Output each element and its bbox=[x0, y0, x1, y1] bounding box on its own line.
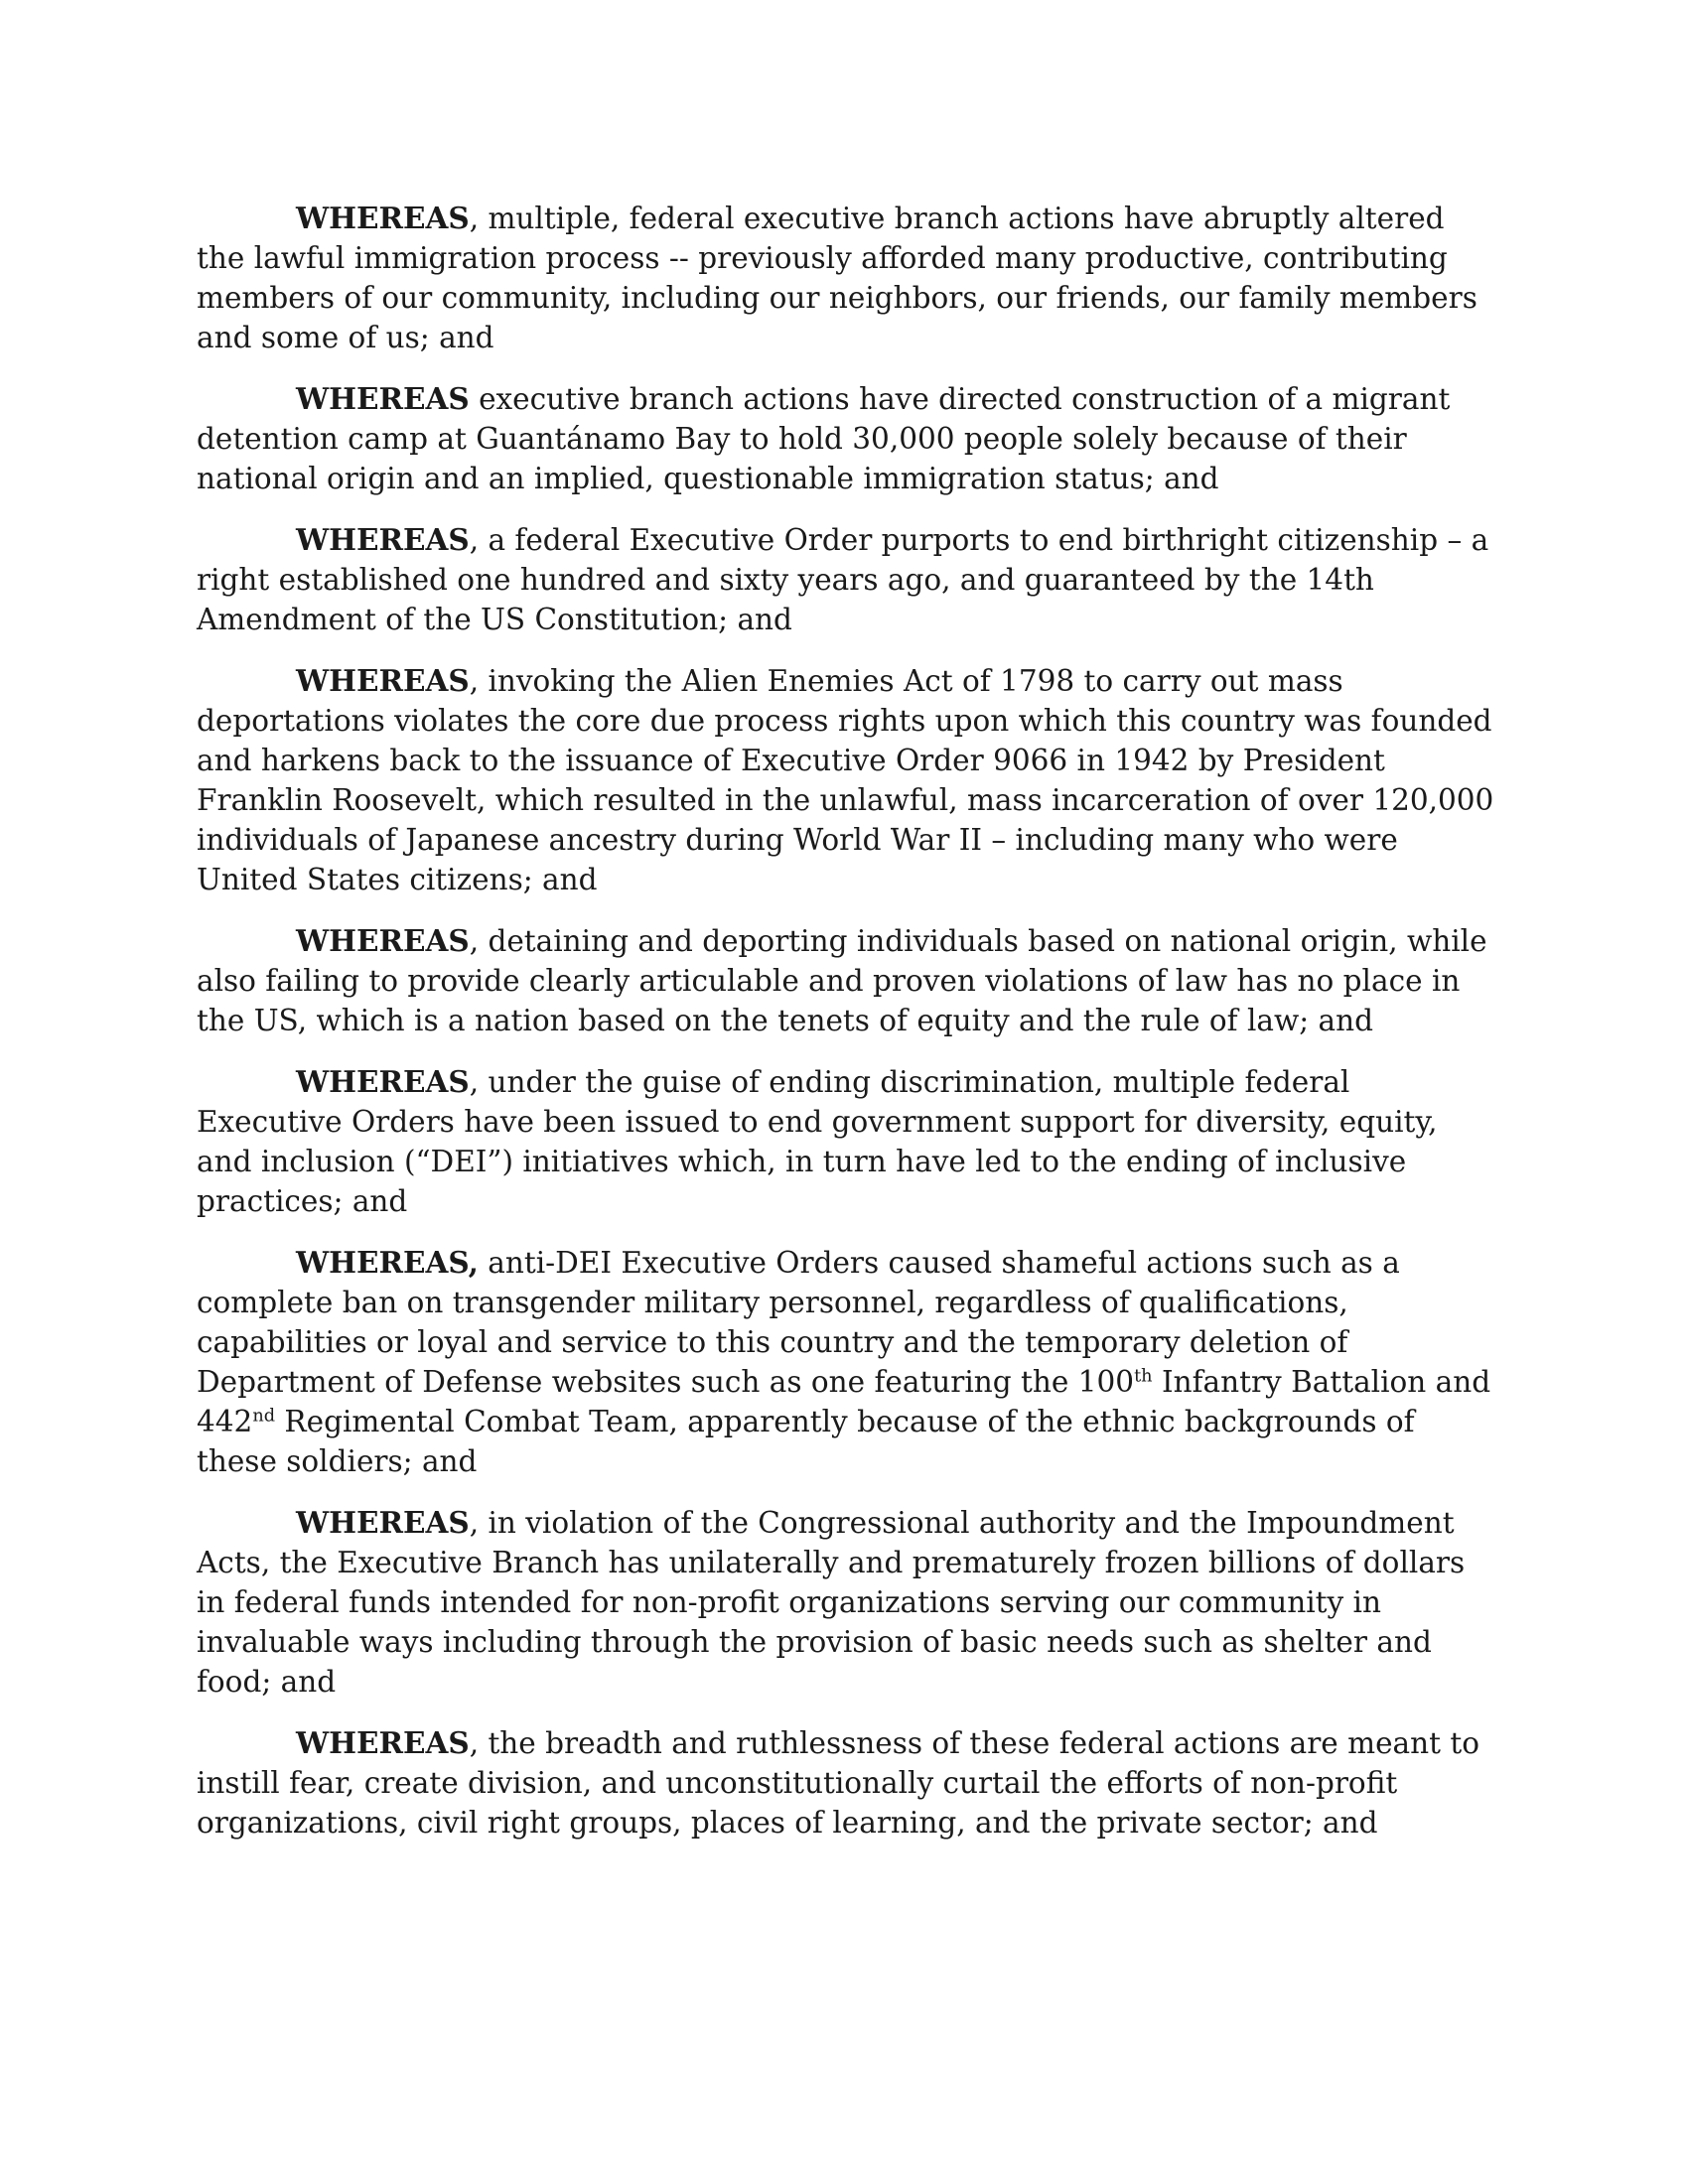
whereas-keyword: WHEREAS bbox=[296, 201, 470, 235]
whereas-keyword: WHEREAS bbox=[296, 923, 470, 958]
ordinal-suffix: th bbox=[1134, 1366, 1153, 1387]
whereas-paragraph-7 bbox=[197, 1243, 1497, 1481]
whereas-keyword: WHEREAS bbox=[296, 522, 470, 557]
paragraph-text: , a federal Executive Order purports to end birthright citizenship – a right established one hundred and sixty years ago, and guaranteed by the 14th Amendment of the US Constitution; and bbox=[197, 523, 1489, 636]
ordinal-suffix: nd bbox=[252, 1406, 276, 1427]
paragraph-text: Regimental Combat Team, apparently because of the ethnic backgrounds of these soldiers; and bbox=[197, 1405, 1415, 1478]
paragraph-text: , the breadth and ruthlessness of these federal actions are meant to instill fear, create division, and unconstitutionally curtail the efforts of non-profit organizations, civil right groups, places of learning, and the private sector; and bbox=[197, 1726, 1479, 1840]
paragraph-text: , detaining and deporting individuals based on national origin, while also failing to provide clearly articulable and proven violations of law has no place in the US, which is a nation based on the tenets of equity and the rule of law; and bbox=[197, 924, 1487, 1037]
paragraph-text: , invoking the Alien Enemies Act of 1798 to carry out mass deportations violates the core due process rights upon which this country was founded and harkens back to the issuance of Executive Order 9066 in 1942 by President Franklin Roosevelt, which resulted in the unlawful, mass incarceration of over 120,000 individuals of Japanese ancestry during World War II – including many who were United States citizens; and bbox=[197, 664, 1494, 896]
paragraph-text: anti-DEI Executive Orders caused shameful actions such as a complete ban on transgender military personnel, regardless of qualifications, capabilities or loyal and service to this country and the temporary deletion of Department of Defense websites such as one featuring the 100 bbox=[197, 1246, 1400, 1399]
paragraph-text: executive branch actions have directed construction of a migrant detention camp at Guantánamo Bay to hold 30,000 people solely because of their national origin and an implied, questionable immigration status; and bbox=[197, 382, 1451, 495]
resolution-page bbox=[197, 199, 1497, 1864]
paragraph-text: , multiple, federal executive branch actions have abruptly altered the lawful immigration process -- previously afforded many productive, contributing members of our community, including our neighbors, our friends, our family members and some of us; and bbox=[197, 202, 1477, 354]
whereas-paragraph-8 bbox=[197, 1503, 1497, 1702]
whereas-paragraph-5 bbox=[197, 921, 1497, 1040]
whereas-keyword: WHEREAS bbox=[296, 381, 470, 416]
whereas-keyword: WHEREAS, bbox=[296, 1245, 479, 1280]
whereas-keyword: WHEREAS bbox=[296, 1064, 470, 1099]
paragraph-text: , in violation of the Congressional authority and the Impoundment Acts, the Executive Branch has unilaterally and prematurely frozen billions of dollars in federal funds intended for non-profit organizations serving our community in invaluable ways including through the provision of basic needs such as shelter and food; and bbox=[197, 1506, 1466, 1699]
whereas-paragraph-1 bbox=[197, 199, 1497, 357]
whereas-paragraph-9 bbox=[197, 1723, 1497, 1843]
whereas-keyword: WHEREAS bbox=[296, 1725, 470, 1760]
whereas-paragraph-3 bbox=[197, 520, 1497, 639]
paragraph-text: , under the guise of ending discrimination, multiple federal Executive Orders have been issued to end government support for diversity, equity, and inclusion (“DEI”) initiatives which, in turn have led to the ending of inclusive practices; and bbox=[197, 1065, 1438, 1218]
whereas-paragraph-2 bbox=[197, 379, 1497, 498]
whereas-paragraph-4 bbox=[197, 661, 1497, 899]
whereas-keyword: WHEREAS bbox=[296, 1505, 470, 1540]
paragraph-text: Infantry Battalion and 442 bbox=[197, 1365, 1491, 1438]
whereas-paragraph-6 bbox=[197, 1062, 1497, 1221]
whereas-keyword: WHEREAS bbox=[296, 663, 470, 698]
